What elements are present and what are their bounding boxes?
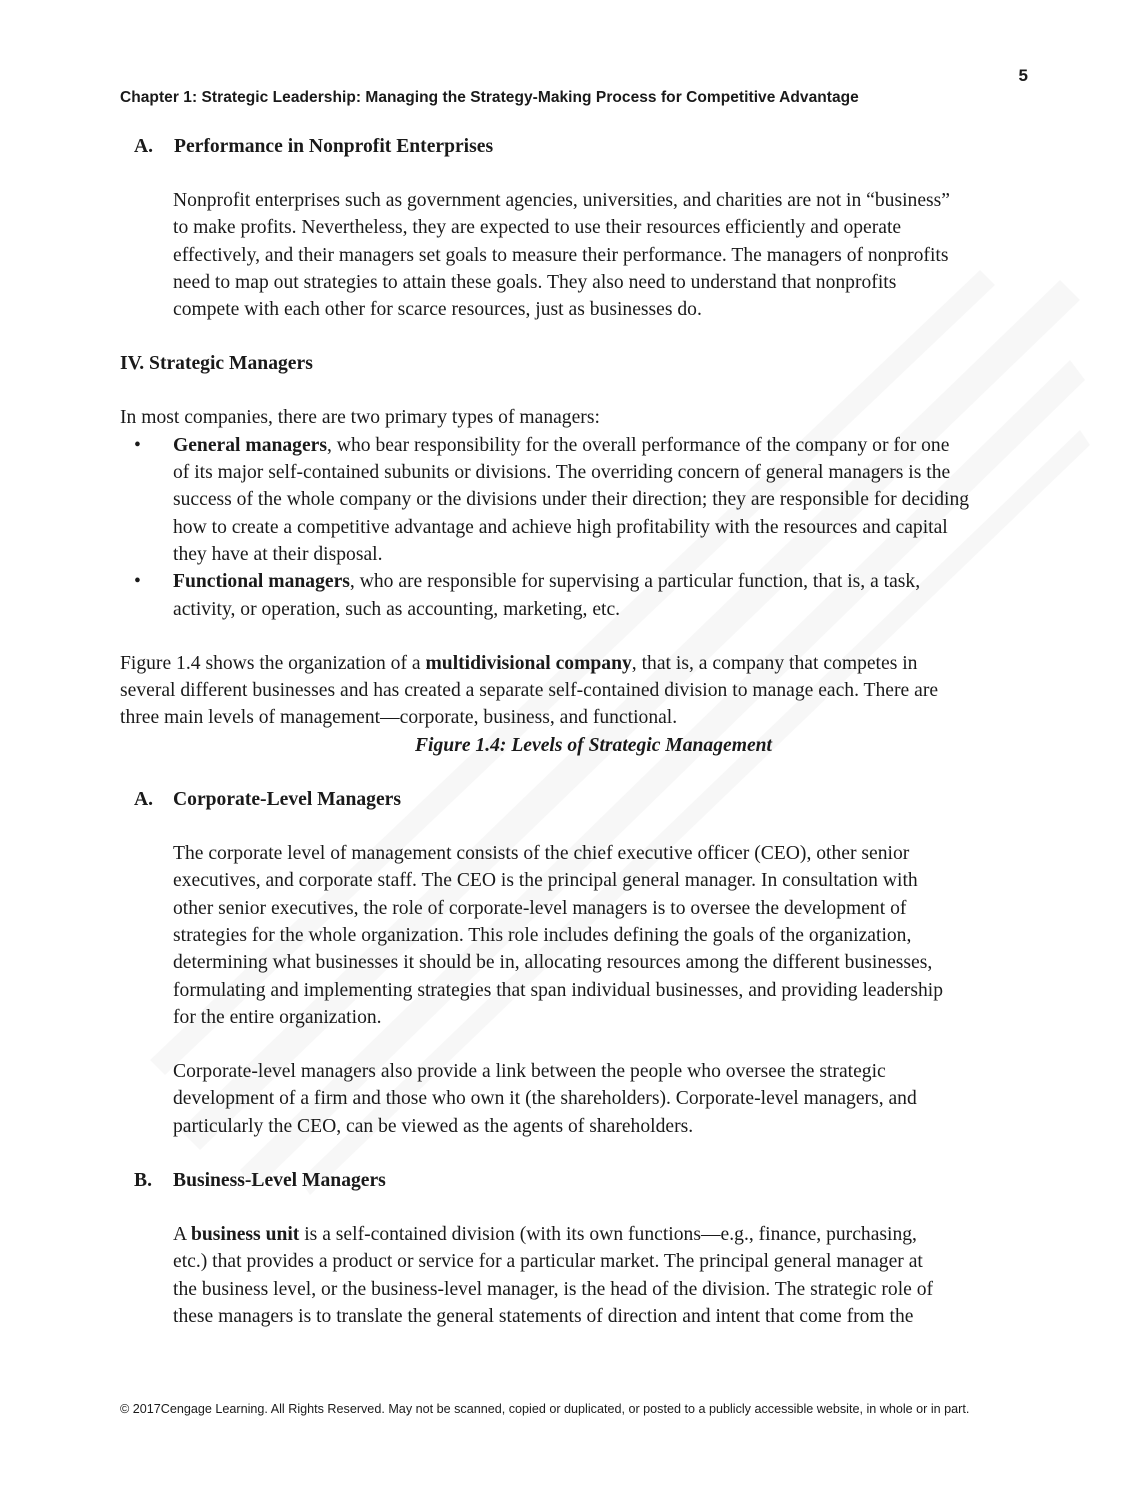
corporate-paragraph-2 <box>173 1058 1035 1140</box>
section-letter: B. <box>134 1170 152 1192</box>
text-line: etc.) that provides a product or service for a particular market. The principal general manager at <box>173 1251 923 1273</box>
text-line: activity, or operation, such as accounting, marketing, etc. <box>173 598 621 620</box>
section-title: Corporate-Level Managers <box>173 789 401 811</box>
text-line: formulating and implementing strategies that span individual businesses, and providing leadership <box>173 979 943 1001</box>
text-line: determining what businesses it should be in, allocating resources among the different businesses, <box>173 952 933 974</box>
text-line: strategies for the whole organization. This role includes defining the goals of the organization, <box>173 924 912 946</box>
text-line: compete with each other for scarce resources, just as businesses do. <box>173 299 702 321</box>
text-line: they have at their disposal. <box>173 543 383 565</box>
term-business-unit: business unit <box>190 1224 300 1246</box>
intro-text: In most companies, there are two primary types of managers: <box>120 407 600 429</box>
text-line: executives, and corporate staff. The CEO is the principal general manager. In consultation with <box>173 870 918 892</box>
section-heading-corporate <box>120 786 1035 813</box>
text-line: for the entire organization. <box>173 1006 382 1028</box>
bullet-icon: • <box>134 434 141 456</box>
term-multidivisional-company: multidivisional company <box>425 652 632 674</box>
manager-types-list <box>120 432 1035 623</box>
chapter-header: Chapter 1: Strategic Leadership: Managing the Strategy-Making Process for Competitive Advantage <box>120 89 859 106</box>
section-letter: A. <box>134 789 154 811</box>
copyright-footer: © 2017Cengage Learning. All Rights Reserved. May not be scanned, copied or duplicated, or posted to a publicly accessible website, in whole or in part. <box>120 1402 970 1416</box>
text-line: of its major self-contained subunits or divisions. The overriding concern of general managers is the <box>173 462 951 484</box>
text-line: other senior executives, the role of corporate-level managers is to oversee the development of <box>173 897 907 919</box>
text-line: effectively, and their managers set goals to measure their performance. The managers of nonprofits <box>173 244 949 266</box>
section-heading-strategic-managers: IV. Strategic Managers <box>120 353 313 375</box>
bullet-icon: • <box>134 571 141 593</box>
list-item-functional-managers: • Functional managers, who are responsible for supervising a particular function, that is, a task, activity, or operation, such as accounting, marketing, etc. <box>120 568 1035 623</box>
text-line: several different businesses and has created a separate self-contained division to manage each. There are <box>120 680 939 702</box>
body-content <box>120 133 1035 1330</box>
term-functional-managers: Functional managers <box>173 571 350 593</box>
page-number: 5 <box>1018 66 1028 85</box>
section-heading-nonprofit <box>120 133 1035 160</box>
section-letter: A. <box>134 136 154 157</box>
corporate-paragraph-1 <box>173 840 1035 1031</box>
section-title: Business-Level Managers <box>173 1170 386 1192</box>
text-line: how to create a competitive advantage and achieve high profitability with the resources and capital <box>173 516 948 538</box>
text-line: these managers is to translate the general statements of direction and intent that come from the <box>173 1305 914 1327</box>
section-heading-business <box>120 1167 1035 1194</box>
nonprofit-paragraph <box>173 187 1035 323</box>
text-line: Nonprofit enterprises such as government agencies, universities, and charities are not in “business” <box>173 190 950 211</box>
term-general-managers: General managers <box>173 434 327 456</box>
list-item-general-managers: • General managers, who bear responsibility for the overall performance of the company or for one of its major self-contained subunits or divisions. The overriding concern of general managers is the success of the whole company or the divisions under their direction; they are responsible for deciding how to create a competitive advantage and achieve high profitability with the resources and capital they have at their disposal. <box>120 432 1035 568</box>
business-paragraph: A business unit is a self-contained division (with its own functions—e.g., finance, purchasing, etc.) that provides a product or service for a particular market. The principal general manager at the business level, or the business-level manager, is the head of the division. The strategic role of these managers is to translate the general statements of direction and intent that come from the <box>173 1221 1035 1330</box>
text-line: need to map out strategies to attain these goals. They also need to understand that nonprofits <box>173 271 897 293</box>
section-title: Performance in Nonprofit Enterprises <box>174 136 494 157</box>
text-line: development of a firm and those who own it (the shareholders). Corporate-level managers, and <box>173 1088 917 1110</box>
text-line: the business level, or the business-level manager, is the head of the division. The strategic role of <box>173 1278 934 1300</box>
multidivisional-paragraph: Figure 1.4 shows the organization of a multidivisional company, that is, a company that competes in several different businesses and has created a separate self-contained division to manage each. There are three main levels of management—corporate, business, and functional. <box>120 650 1035 732</box>
text-line: to make profits. Nevertheless, they are expected to use their resources efficiently and operate <box>173 217 902 239</box>
figure-caption: Figure 1.4: Levels of Strategic Management <box>414 734 772 756</box>
text-line: three main levels of management—corporate, business, and functional. <box>120 707 678 729</box>
text-line: The corporate level of management consists of the chief executive officer (CEO), other senior <box>173 843 910 865</box>
text-line: success of the whole company or the divisions under their direction; they are responsible for deciding <box>173 489 970 511</box>
text-line: Corporate-level managers also provide a link between the people who oversee the strategic <box>173 1061 886 1083</box>
text-line: particularly the CEO, can be viewed as the agents of shareholders. <box>173 1115 694 1137</box>
